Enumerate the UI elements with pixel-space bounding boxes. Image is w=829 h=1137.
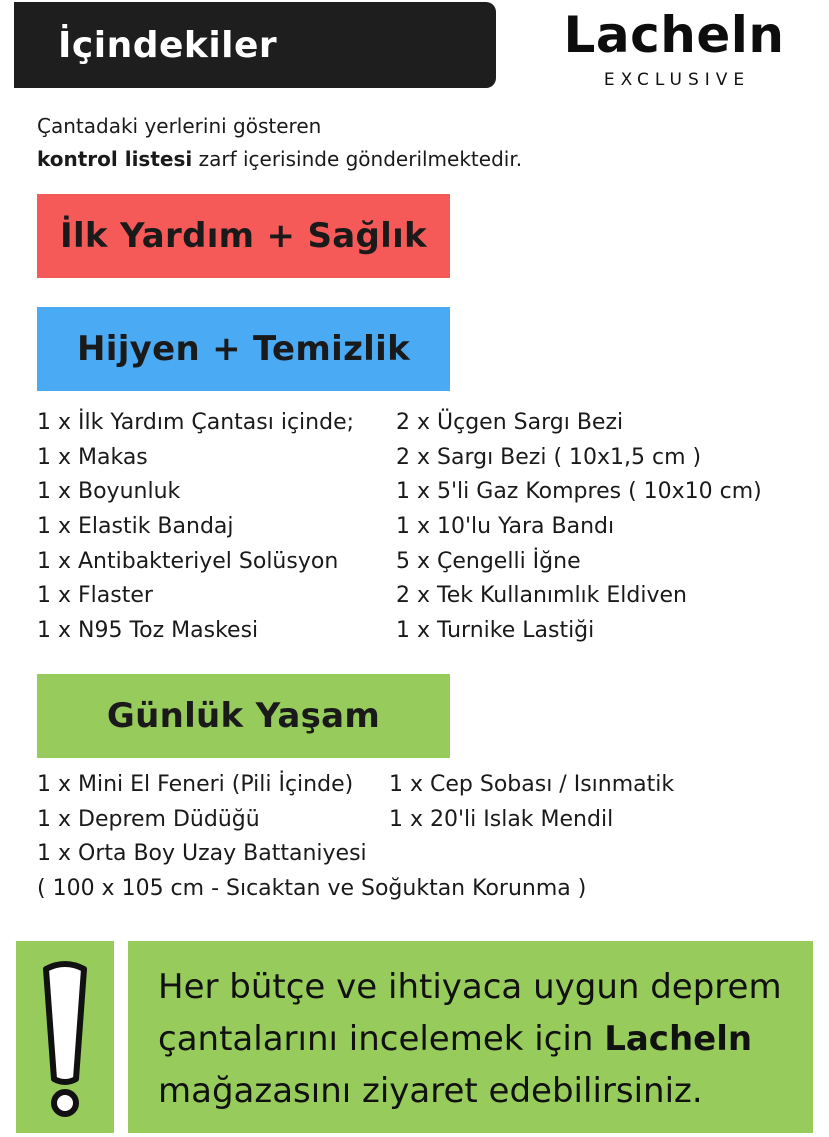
- list-item: 1 x Turnike Lastiği: [396, 618, 595, 644]
- brand-logo: [560, 6, 788, 90]
- list-item: 2 x Üçgen Sargı Bezi: [396, 410, 624, 435]
- brand-name: Lacheln: [563, 6, 785, 64]
- list-item: 1 x Orta Boy Uzay Battaniyesi: [37, 841, 367, 867]
- list-item: 5 x Çengelli İğne: [396, 548, 581, 574]
- notice-line-1: Her bütçe ve ihtiyaca uygun deprem: [158, 967, 782, 1007]
- category-daily-life: Günlük Yaşam: [37, 674, 450, 758]
- title-bar: [14, 2, 496, 88]
- list-item: 1 x 5'li Gaz Kompres ( 10x10 cm): [396, 479, 762, 505]
- list-item: 1 x Elastik Bandaj: [37, 514, 234, 540]
- list-item: 1 x N95 Toz Maskesi: [37, 618, 259, 644]
- intro-line-1: Çantadaki yerlerini gösteren: [37, 114, 322, 138]
- list-item: 1 x 10'lu Yara Bandı: [396, 514, 615, 540]
- notice-box: [128, 941, 813, 1133]
- list-item: 2 x Tek Kullanımlık Eldiven: [396, 583, 687, 609]
- list-item: 1 x Boyunluk: [37, 479, 181, 505]
- intro-bold-text: kontrol listesi: [37, 147, 193, 171]
- intro-line-2-rest: zarf içerisinde gönderilmektedir.: [192, 147, 523, 171]
- exclamation-icon: [16, 941, 114, 1133]
- page-title: İçindekiler: [58, 24, 278, 66]
- list-item: 1 x Antibakteriyel Solüsyon: [37, 548, 339, 574]
- list-item: 1 x Makas: [37, 444, 148, 470]
- list-item: 1 x 20'li Islak Mendil: [389, 806, 614, 832]
- first-aid-list-right: [396, 406, 762, 649]
- list-item: 1 x İlk Yardım Çantası içinde;: [37, 410, 355, 435]
- list-item: 2 x Sargı Bezi ( 10x1,5 cm ): [396, 444, 702, 470]
- notice-line-2-text: çantalarını incelemek için: [158, 1019, 605, 1059]
- brand-tagline: EXCLUSIVE: [603, 70, 751, 90]
- first-aid-list-left: [37, 406, 354, 649]
- category-hygiene: Hijyen + Temizlik: [37, 307, 450, 391]
- daily-life-list-right: [389, 768, 674, 837]
- intro-line-2: [37, 143, 522, 176]
- list-item: 1 x Mini El Feneri (Pili İçinde): [37, 772, 354, 797]
- list-item: 1 x Cep Sobası / Isınmatik: [389, 772, 675, 797]
- category-first-aid: İlk Yardım + Sağlık: [37, 194, 450, 278]
- intro-text: [37, 110, 522, 176]
- list-item: ( 100 x 105 cm - Sıcaktan ve Soğuktan Korunma ): [37, 876, 587, 902]
- notice-icon-box: [16, 941, 114, 1133]
- notice-text: [158, 961, 813, 1117]
- list-item: 1 x Flaster: [37, 583, 153, 609]
- notice-line-2: [158, 1013, 813, 1065]
- notice-brand-name: Lacheln: [604, 1019, 753, 1059]
- notice-line-3: mağazasını ziyaret edebilirsiniz.: [158, 1071, 703, 1111]
- list-item: 1 x Deprem Düdüğü: [37, 806, 260, 832]
